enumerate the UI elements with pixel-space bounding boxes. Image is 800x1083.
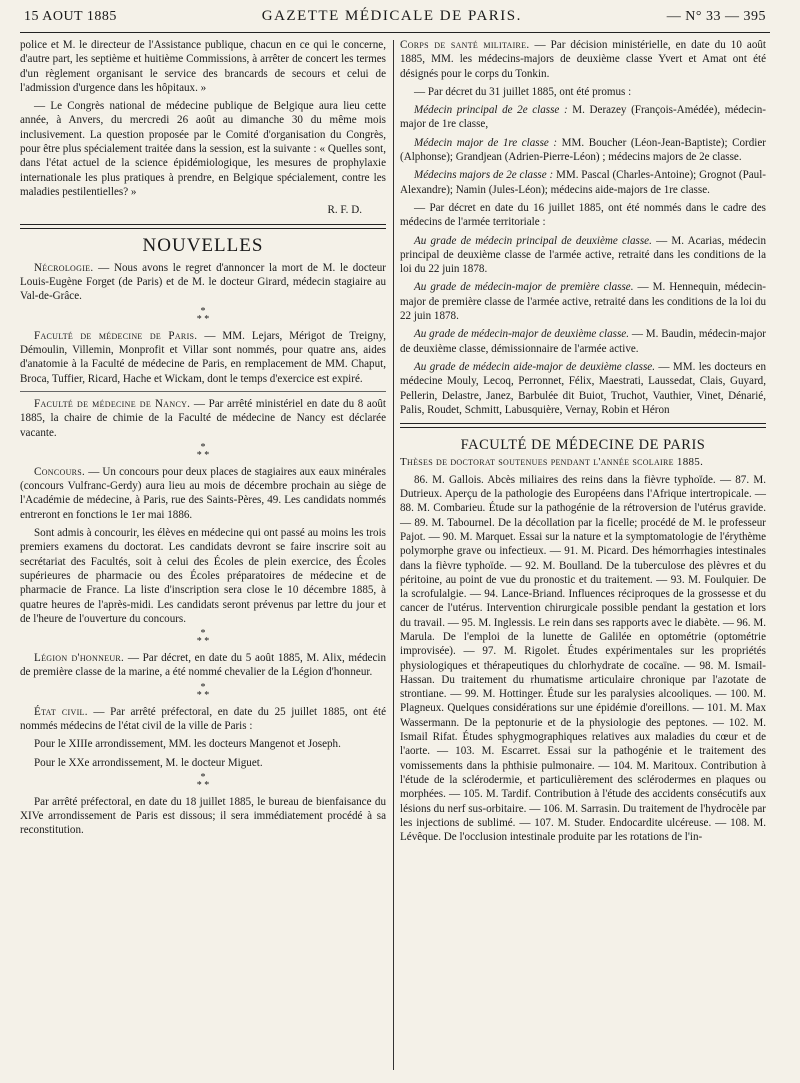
territoriale-4-text: — MM. les docteurs en médecine Mouly, Lecoq, Perronnet, Félix, Maestrati, Laussedat, Clais, Guyard, Pellerin, Delastre, Janez, Barbulée dit Buiot, Truchot, Vauthier, Vinet, Dénarié, Palis, Roudet, Schmitt, Labusquière, Vernay, Robin et Héron [400, 360, 766, 416]
paragraph-assistance: police et M. le directeur de l'Assistance publique, chacun en ce qui le concerne, d'autre part, les septième et huitième Commissions, à arrêter de concert les termes d'un règlement organisant le service des brancards de secours et celui de l'admission d'urgence dans les hôpitaux. » [20, 39, 386, 94]
legion-text: — Par décret, en date du 5 août 1885, M. Alix, médecin de première classe de la marine, a été nommé chevalier de la Légion d'honneur. [20, 652, 386, 679]
page-header [20, 8, 770, 33]
header-issue: — N° 33 — 395 [666, 9, 766, 24]
paragraph-xiii: Pour le XIIIe arrondissement, MM. les docteurs Mangenot et Joseph. [34, 738, 341, 751]
corps-sante-label: Corps de santé militaire. [400, 39, 530, 51]
theses-subtitle: Thèses de doctorat soutenues pendant l'année scolaire 1885. [400, 456, 704, 469]
territoriale-3-label: Au grade de médecin-major de deuxième classe. [414, 328, 630, 341]
faculte-paris-text: — MM. Lejars, Mérigot de Treigny, Démoulin, Villemin, Monprofit et Villar sont nommés, pour quatre ans, aides d'anatomie à la Faculté de médecine de Paris, en remplacement de MM. Chaput, Broca, Tuffier, Ricard, Hache et Wickam, dont le temps d'exercice est expiré. [20, 329, 386, 385]
promotion-1-text: M. Derazey (François-Amédée), médecin-major de 1re classe, [400, 104, 766, 131]
concours-label: Concours. [34, 465, 86, 478]
asterism-divider: * * * [196, 771, 210, 791]
asterism-divider: * * * [196, 305, 210, 325]
double-rule [400, 423, 766, 428]
promotion-2-label: Médecin major de 1re classe : [414, 136, 558, 149]
promotion-1-label: Médecin principal de 2e classe : [414, 104, 568, 117]
etat-civil-text: — Par arrêté préfectoral, en date du 25 juillet 1885, ont été nommés médecins de l'état civil de la ville de Paris : [20, 705, 386, 732]
promotion-3-text: MM. Pascal (Charles-Antoine); Grognot (Paul-Alexandre); Namin (Jules-Léon); médecins aide-majors de 1re classe. [400, 169, 766, 196]
asterism-divider: * * * [196, 441, 210, 461]
territoriale-1-label: Au grade de médecin principal de deuxième classe. [414, 234, 652, 247]
double-rule [20, 224, 386, 229]
faculte-nancy-text: — Par arrêté ministériel en date du 8 août 1885, la chaire de chimie de la Faculté de médecine de Nancy est déclarée vacante. [20, 397, 386, 439]
newspaper-page [20, 8, 770, 1078]
paragraph-bureau-bienfaisance: Par arrêté préfectoral, en date du 18 juillet 1885, le bureau de bienfaisance du XIVe arrondissement de Paris est dissous; il sera immédiatement procédé à sa reconstitution. [20, 795, 386, 837]
territoriale-1-text: — M. Acarias, médecin principal de deuxième classe de l'armée active, retraité dans les conditions de la loi du 22 juin 1878. [400, 234, 766, 276]
item-concours [20, 465, 386, 522]
item-legion-honneur [20, 651, 386, 680]
section-title-nouvelles: NOUVELLES [142, 234, 264, 256]
corps-sante-text: — Par décision ministérielle, en date du 10 août 1885, MM. les médecins-majors de deuxième classe Yvert et Amat ont été désignés pour le corps du Tonkin. [400, 39, 767, 80]
item-promotion-2 [400, 136, 766, 165]
left-column [20, 38, 386, 842]
header-date: 15 AOUT 1885 [24, 9, 117, 24]
paragraph-concours-details: Sont admis à concourir, les élèves en médecine qui ont passé au moins les trois premiers examens du doctorat. Les candidats devront se faire inscrire soit au secrétariat des Facultés, soit à celui des Écoles de plein exercice, des Écoles supérieures de pharmacie ou des Écoles préparatoires de médecine et de pharmacie de France. La liste d'inscription sera close le 10 décembre 1885, à quatre heures de l'après-midi. Les candidats seront prévenus par lettre du jour et de l'heure de l'ouverture du concours. [20, 527, 386, 625]
item-territoriale-3 [400, 327, 766, 356]
concours-text: — Un concours pour deux places de stagiaires aux eaux minérales (concours Vulfranc-Gerdy) aura lieu au mois de décembre prochain au siège de l'Académie de médecine, à Paris, rue des Saints-Pères, 49. Les candidats nommés entreront en fonctions le 1er mai 1886. [20, 465, 386, 521]
rule-divider [20, 391, 386, 392]
item-territoriale-2 [400, 280, 766, 323]
item-necrologie [20, 261, 386, 304]
paragraph-congres: — Le Congrès national de médecine publique de Belgique aura lieu cette année, à Anvers, du mercredi 26 août au dimanche 30 du même mois inclusivement. La question proposée par le Comité d'organisation du Congrès, pour être plus spécialement traitée dans la session, est la suivante : « Quelles sont, dans l'état actuel de la science épidémiologique, les mesures de prophylaxie internationale les plus pratiques à prendre, en Belgique spécialement, contre les maladies pestilentielles? » [20, 100, 386, 198]
item-promotion-1 [400, 103, 766, 132]
signature: R. F. D. [327, 204, 362, 217]
item-corps-sante [400, 38, 766, 81]
item-territoriale-1 [400, 234, 766, 277]
territoriale-3-text: — M. Baudin, médecin-major de deuxième classe, démissionnaire de l'armée active. [400, 328, 767, 355]
faculte-nancy-label: Faculté de médecine de Nancy. [34, 397, 191, 410]
item-etat-civil [20, 705, 386, 734]
promotion-2-text: MM. Boucher (Léon-Jean-Baptiste); Cordier (Alphonse); Grandjean (Adrien-Pierre-Léon) ; médecins majors de 2e classe. [400, 136, 766, 164]
etat-civil-label: État civil. [34, 705, 88, 718]
faculte-paris-label: Faculté de médecine de Paris. [34, 329, 198, 342]
header-title: GAZETTE MÉDICALE DE PARIS. [261, 8, 522, 24]
item-promotion-3 [400, 168, 766, 197]
paragraph-decret-intro: — Par décret du 31 juillet 1885, ont été promus : [414, 85, 632, 98]
legion-label: Légion d'honneur. [34, 652, 125, 665]
paragraph-territoriale-intro: — Par décret en date du 16 juillet 1885, ont été nommés dans le cadre des médecins de l'armée territoriale : [400, 201, 766, 229]
asterism-divider: * * * [196, 681, 210, 701]
territoriale-2-label: Au grade de médecin-major de première classe. [414, 281, 634, 294]
territoriale-4-label: Au grade de médecin aide-major de deuxième classe. [414, 360, 655, 373]
item-faculte-paris [20, 329, 386, 386]
territoriale-2-text: — M. Hennequin, médecin-major de première classe de l'armée active, retraité dans les conditions de la loi du 22 juin 1878. [400, 281, 767, 323]
necrologie-text: — Nous avons le regret d'annoncer la mort de M. le docteur Louis-Eugène Forget (de Paris) et de M. le docteur Girard, médecin stagiaire au Val-de-Grâce. [20, 261, 386, 303]
item-faculte-nancy [20, 397, 386, 440]
right-column [400, 38, 766, 848]
asterism-divider: * * * [196, 628, 210, 648]
section-title-faculte: FACULTÉ DE MÉDECINE DE PARIS [460, 437, 706, 454]
necrologie-label: Nécrologie. [34, 261, 94, 274]
item-territoriale-4 [400, 360, 766, 417]
paragraph-xx: Pour le XXe arrondissement, M. le docteur Miguet. [34, 756, 263, 769]
columns [20, 38, 770, 1078]
paragraph-theses-list: 86. M. Gallois. Abcès miliaires des reins dans la fièvre typhoïde. — 87. M. Dutrieux. Aperçu de la pathologie des Européens dans l'Afrique intertropicale. — 88. M. Combarieu. Étude sur la pathogénie de la rétroversion de l'utérus gravide. — 89. M. Tabournel. De la décollation par la ficelle; procédé de M. le professeur Pajot. — 90. M. Marquet. Essai sur la nature et la symptomatologie de l'érythème polymorphe grave ou infectieux. — 91. M. Picard. Des hémorrhagies intestinales dans la fièvre typhoïde. — 92. M. Boulland. De la tuberculose des plèvres et du péritoine, au point de vue du pronostic et du traitement. — 93. M. Foulquier. De la scrofulalgie. — 94. Lance-Briand. Influences réciproques de la grossesse et du cancer de l'utérus. Intervention chirurgicale possible pendant la gestation et lors du travail. — 95. M. Inglessis. Le rein dans ses rapports avec le diabète. — 96. M. Marula. De l'emploi de la lunette de Galilée en optométrie (optométrie improvisée). — 97. M. Rigolet. Études expérimentales sur les propriétés physiologiques et thérapeutiques du chlorhydrate de cocaïne. — 98. M. Ismail-Hassan. Du traitement du rhumatisme articulaire chronique par l'azotate de strontiane. — 99. M. Hottinger. Étude sur les paralysies alcooliques. — 100. M. Plagneux. Quelques considérations sur une épidémie d'oreillons. — 101. M. Max Wassermann. De la peptonurie et de la physiologie des peptones. — 102. M. Ismail Rifat. Études sphygmographiques relatives aux maladies du cœur et de l'aorte. — 103. M. Escarret. Essai sur la pathogénie et le traitement des vomissements dans la phthisie pulmonaire. — 104. M. Maritoux. Contribution à l'étude de la sclérodermie, et particulièrement des sclérodermes en plaques ou morphées. — 105. M. Tardif. Contribution à l'étude des accidents consécutifs aux lésions du nerf sus-orbitaire. — 106. M. Sarrasin. Du traitement de l'hydrocèle par les injections de sublimé. — 107. M. Studer. Endocardite ulcéreuse. — 108. M. Lévêque. De l'occlusion intestinale produite par les rotations de l'in- [400, 473, 766, 844]
promotion-3-label: Médecins majors de 2e classe : [414, 169, 554, 182]
